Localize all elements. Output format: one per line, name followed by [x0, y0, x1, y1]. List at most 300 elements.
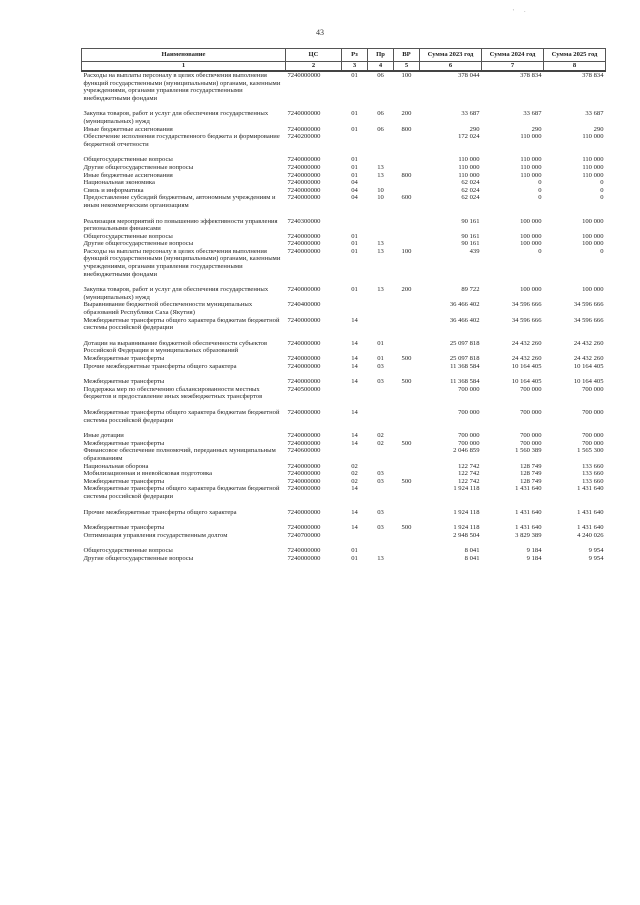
cell-name: Национальная экономика: [83, 179, 155, 187]
cell-pr: 06: [377, 110, 384, 118]
cell-pr: 13: [377, 554, 384, 562]
cell-sum-2024: 0: [538, 186, 542, 194]
cell-cs: 7240600000: [287, 447, 321, 455]
cell-name: Межбюджетные трансферты: [83, 378, 165, 386]
cell-sum-2025: 133 660: [582, 477, 604, 485]
row-spacer: [82, 210, 606, 218]
header-pr: Пр: [368, 49, 394, 62]
cell-sum-2023: 11 368 584: [450, 378, 480, 386]
cell-vr: 600: [401, 194, 412, 202]
table-row: [82, 524, 606, 532]
cell-vr: [394, 409, 420, 424]
cell-rz: 01: [351, 171, 358, 179]
cell-cs: 7240000000: [287, 462, 321, 470]
column-number: 4: [368, 62, 394, 72]
cell-vr: [394, 532, 420, 540]
cell-name: Другие общегосударственные вопросы: [83, 554, 194, 562]
table-row: [82, 133, 606, 148]
table-row: [82, 470, 606, 478]
cell-sum-2023: 62 024: [461, 186, 480, 194]
cell-name: Межбюджетные трансферты: [83, 477, 165, 485]
row-spacer: [82, 370, 606, 378]
cell-vr: [394, 485, 420, 500]
table-row: [82, 478, 606, 486]
cell-sum-2025: 700 000: [582, 432, 604, 440]
cell-name: Предоставление субсидий бюджетным, автономным учреждениям и иным некоммерческим организациям: [83, 194, 276, 209]
cell-name: Реализация мероприятий по повышению эффективности управления региональными финансами: [83, 217, 278, 233]
cell-sum-2023: 700 000: [458, 439, 480, 447]
cell-name: Дотации на выравнивание бюджетной обеспеченности субъектов Российской Федерации и муниципальных образований: [83, 339, 268, 355]
cell-name: Расходы на выплаты персоналу в целях обеспечения выполнения функций государственными (муниципальными) органами, казенными учреждениями, органами управления государственными внебюджетными фондами: [83, 247, 281, 278]
cell-sum-2024: 1 431 640: [515, 508, 542, 516]
cell-rz: 14: [351, 485, 358, 493]
cell-pr: 01: [377, 355, 384, 362]
cell-sum-2025: 700 000: [582, 385, 604, 393]
cell-sum-2023: 8 041: [464, 554, 480, 562]
cell-sum-2024: 110 000: [520, 156, 542, 164]
cell-rz: 01: [351, 72, 358, 79]
cell-sum-2024: 700 000: [520, 432, 542, 440]
cell-name: Межбюджетные трансферты: [83, 439, 165, 447]
cell-pr: [368, 447, 394, 462]
cell-name: Межбюджетные трансферты общего характера бюджетам бюджетной системы российской федерации: [83, 316, 280, 332]
cell-cs: 7240000000: [287, 125, 321, 133]
column-number: 7: [482, 62, 544, 72]
cell-cs: 7240000000: [287, 485, 321, 493]
cell-vr: [394, 363, 420, 371]
spacer-cell: [82, 424, 606, 432]
cell-rz: 14: [351, 408, 358, 416]
corner-mark: ' ·: [512, 8, 530, 16]
cell-sum-2025: 133 660: [582, 470, 604, 478]
cell-name: Иные дотации: [83, 432, 124, 440]
row-spacer: [82, 278, 606, 286]
cell-name: Межбюджетные трансферты общего характера бюджетам бюджетной системы российской федерации: [83, 485, 280, 500]
row-spacer: [82, 516, 606, 524]
column-number: 3: [342, 62, 368, 72]
table-row: [82, 172, 606, 180]
cell-rz: 14: [351, 439, 358, 447]
cell-sum-2025: 10 164 405: [573, 378, 604, 386]
table-row: [82, 164, 606, 172]
cell-pr: 06: [377, 125, 384, 133]
cell-vr: 200: [401, 110, 412, 118]
cell-cs: 7240000000: [287, 194, 321, 202]
cell-sum-2025: 9 954: [588, 554, 604, 562]
cell-sum-2024: 100 000: [520, 217, 542, 225]
cell-vr: 800: [401, 171, 412, 179]
cell-sum-2025: 133 660: [582, 462, 604, 470]
cell-sum-2023: 62 024: [461, 194, 480, 202]
cell-vr: 500: [401, 439, 412, 447]
table-row: [82, 233, 606, 241]
cell-sum-2025: 1 431 640: [577, 524, 604, 532]
table-row: [82, 555, 606, 563]
column-number: 8: [544, 62, 606, 72]
cell-vr: [394, 340, 420, 355]
cell-name: Прочие межбюджетные трансферты общего характера: [83, 508, 237, 516]
cell-name: Национальная оборона: [83, 462, 149, 470]
cell-pr: [368, 156, 394, 164]
table-row: [82, 317, 606, 332]
cell-name: Оптимизация управления государственным долгом: [83, 531, 228, 539]
cell-sum-2023: 1 924 118: [453, 485, 480, 493]
cell-rz: 14: [351, 339, 358, 347]
cell-sum-2025: 110 000: [582, 171, 604, 179]
cell-rz: 02: [351, 462, 358, 470]
cell-rz: 02: [351, 477, 358, 485]
table-row: [82, 240, 606, 248]
column-number: 5: [394, 62, 420, 72]
cell-pr: 13: [377, 247, 384, 255]
cell-sum-2023: 290: [469, 125, 480, 133]
table-row: [82, 432, 606, 440]
cell-sum-2024: 10 164 405: [511, 378, 542, 386]
cell-name: Связь и информатика: [83, 186, 144, 194]
cell-name: Выравнивание бюджетной обеспеченности муниципальных образований Республики Саха (Якутия): [83, 301, 253, 317]
cell-vr: [394, 386, 420, 401]
cell-cs: 7240000000: [287, 286, 321, 294]
spacer-cell: [82, 102, 606, 110]
table-row: [82, 509, 606, 517]
table-row: [82, 110, 606, 125]
cell-sum-2024: 110 000: [520, 171, 542, 179]
cell-sum-2025: 110 000: [582, 156, 604, 164]
cell-pr: 03: [377, 378, 384, 386]
table-row: [82, 378, 606, 386]
cell-vr: [394, 164, 420, 172]
cell-sum-2024: 128 749: [520, 477, 542, 485]
row-spacer: [82, 539, 606, 547]
cell-sum-2025: 24 432 260: [573, 355, 604, 362]
cell-sum-2024: 34 596 666: [511, 301, 542, 309]
cell-rz: [342, 386, 368, 401]
cell-pr: [368, 233, 394, 241]
cell-vr: 200: [401, 286, 412, 294]
cell-name: Финансовое обеспечение полномочий, переданных муниципальным образованиям: [83, 447, 276, 462]
cell-cs: 7240000000: [287, 362, 321, 370]
cell-sum-2025: 0: [600, 247, 604, 255]
cell-rz: [342, 301, 368, 316]
table-row: [82, 386, 606, 401]
cell-rz: 01: [351, 286, 358, 294]
cell-cs: 7240000000: [287, 554, 321, 562]
cell-name: Общегосударственные вопросы: [83, 156, 173, 164]
cell-sum-2025: 24 432 260: [573, 339, 604, 347]
cell-name: Общегосударственные вопросы: [83, 232, 173, 240]
cell-sum-2024: 0: [538, 194, 542, 202]
cell-vr: 800: [401, 125, 412, 133]
cell-sum-2023: 25 097 818: [449, 339, 480, 347]
cell-sum-2024: 10 164 405: [511, 362, 542, 370]
cell-sum-2024: 128 749: [520, 462, 542, 470]
cell-name: Расходы на выплаты персоналу в целях обеспечения выполнения функций государственными (муниципальными) органами, казенными учреждениями, органами управления государственными внебюджетными фондами: [83, 72, 281, 102]
cell-cs: 7240000000: [287, 524, 321, 532]
spacer-cell: [82, 401, 606, 409]
cell-name: Закупка товаров, работ и услуг для обеспечения государственных (муниципальных) нужд: [83, 286, 269, 301]
cell-pr: [368, 463, 394, 471]
cell-sum-2025: 9 954: [588, 547, 604, 555]
cell-sum-2023: 700 000: [458, 432, 480, 440]
cell-cs: 7240500000: [287, 385, 321, 393]
cell-pr: 13: [377, 163, 384, 171]
spacer-cell: [82, 516, 606, 524]
cell-rz: 01: [351, 547, 358, 555]
table-row: [82, 340, 606, 355]
cell-sum-2024: 9 184: [526, 547, 542, 555]
cell-vr: 500: [401, 355, 412, 362]
table-row: [82, 440, 606, 448]
table-row: [82, 463, 606, 471]
header-sum-2023: Сумма 2023 год: [420, 49, 482, 62]
table-row: [82, 194, 606, 209]
row-spacer: [82, 102, 606, 110]
header-row: [82, 49, 606, 62]
cell-rz: 14: [351, 378, 358, 386]
cell-rz: [342, 218, 368, 233]
header-name: Наименование: [82, 49, 286, 62]
cell-sum-2025: 100 000: [582, 217, 604, 225]
cell-vr: [394, 547, 420, 555]
cell-sum-2024: 110 000: [520, 133, 542, 141]
cell-sum-2023: 25 097 818: [449, 355, 480, 362]
cell-pr: [368, 386, 394, 401]
cell-name: Обеспечение исполнения государственного бюджета и формирование бюджетной отчетности: [83, 133, 280, 148]
cell-sum-2024: 33 687: [523, 110, 542, 118]
cell-cs: 7240400000: [287, 301, 321, 309]
cell-sum-2024: 1 560 389: [515, 447, 542, 455]
cell-sum-2023: 36 466 402: [449, 316, 480, 324]
cell-name: Межбюджетные трансферты общего характера бюджетам бюджетной системы российской федерации: [83, 408, 280, 424]
cell-pr: [368, 547, 394, 555]
cell-vr: [394, 555, 420, 563]
cell-cs: 7240000000: [287, 247, 321, 255]
cell-rz: 01: [351, 156, 358, 164]
cell-sum-2025: 100 000: [582, 232, 604, 240]
spacer-cell: [82, 370, 606, 378]
cell-name: Иные бюджетные ассигнования: [83, 125, 173, 133]
cell-vr: 100: [401, 247, 412, 255]
cell-vr: [394, 156, 420, 164]
cell-sum-2024: 100 000: [520, 240, 542, 248]
cell-sum-2023: 122 742: [458, 462, 480, 470]
header-cs: ЦС: [286, 49, 342, 62]
table-row: [82, 355, 606, 363]
cell-sum-2023: 11 368 584: [450, 362, 480, 370]
cell-vr: [394, 509, 420, 517]
cell-pr: 13: [377, 171, 384, 179]
cell-sum-2025: 1 431 640: [577, 485, 604, 493]
cell-rz: 14: [351, 316, 358, 324]
cell-sum-2025: 100 000: [582, 240, 604, 248]
cell-cs: 7240000000: [287, 186, 321, 194]
cell-sum-2025: 34 596 666: [573, 301, 604, 309]
header-sum-2025: Сумма 2025 год: [544, 49, 606, 62]
cell-vr: [394, 240, 420, 248]
cell-pr: 06: [377, 72, 384, 79]
cell-sum-2025: 290: [593, 125, 604, 133]
cell-sum-2023: 90 161: [461, 217, 480, 225]
cell-pr: [368, 218, 394, 233]
cell-sum-2025: 1 431 640: [577, 508, 604, 516]
cell-name: Другие общегосударственные вопросы: [83, 240, 194, 248]
cell-sum-2024: 700 000: [520, 408, 542, 416]
cell-pr: 03: [377, 470, 384, 478]
table-row: [82, 71, 606, 102]
page-number: 43: [316, 28, 324, 37]
cell-sum-2023: 110 000: [458, 171, 480, 179]
cell-sum-2024: 110 000: [520, 163, 542, 171]
cell-cs: 7240000000: [287, 316, 321, 324]
cell-vr: [394, 447, 420, 462]
cell-rz: 14: [351, 524, 358, 532]
spacer-cell: [82, 210, 606, 218]
cell-pr: 03: [377, 524, 384, 532]
cell-sum-2025: 0: [600, 186, 604, 194]
cell-sum-2024: 100 000: [520, 232, 542, 240]
cell-sum-2025: 110 000: [582, 163, 604, 171]
cell-rz: 04: [351, 186, 358, 194]
cell-sum-2024: 100 000: [520, 286, 542, 294]
cell-cs: 7240000000: [287, 477, 321, 485]
row-spacer: [82, 332, 606, 340]
column-number: 2: [286, 62, 342, 72]
cell-rz: [342, 447, 368, 462]
cell-rz: 01: [351, 125, 358, 133]
cell-sum-2025: 33 687: [585, 110, 604, 118]
cell-vr: [394, 179, 420, 187]
cell-rz: 04: [351, 194, 358, 202]
header-sum-2024: Сумма 2024 год: [482, 49, 544, 62]
cell-rz: 14: [351, 362, 358, 370]
cell-name: Мобилизационная и вневойсковая подготовка: [83, 470, 213, 478]
cell-rz: 02: [351, 470, 358, 478]
cell-vr: [394, 432, 420, 440]
cell-pr: [368, 317, 394, 332]
cell-vr: [394, 470, 420, 478]
table-row: [82, 485, 606, 500]
table-row: [82, 248, 606, 278]
cell-vr: [394, 463, 420, 471]
cell-cs: 7240000000: [287, 232, 321, 240]
cell-sum-2024: 700 000: [520, 385, 542, 393]
cell-sum-2023: 2 948 504: [453, 531, 480, 539]
cell-vr: [394, 218, 420, 233]
table-row: [82, 532, 606, 540]
cell-pr: [368, 409, 394, 424]
cell-rz: 01: [351, 232, 358, 240]
cell-sum-2024: 1 431 640: [515, 485, 542, 493]
cell-sum-2023: 89 722: [461, 286, 480, 294]
cell-pr: 10: [377, 186, 384, 194]
cell-pr: 01: [377, 339, 384, 347]
cell-cs: 7240000000: [287, 240, 321, 248]
cell-sum-2025: 0: [600, 179, 604, 187]
cell-sum-2025: 700 000: [582, 408, 604, 416]
cell-vr: 500: [401, 524, 412, 532]
table-row: [82, 547, 606, 555]
cell-pr: 02: [377, 432, 384, 440]
cell-cs: 7240000000: [287, 408, 321, 416]
cell-sum-2025: 4 240 026: [577, 531, 604, 539]
cell-pr: [368, 485, 394, 500]
cell-cs: 7240000000: [287, 378, 321, 386]
cell-sum-2024: 24 432 260: [511, 339, 542, 347]
cell-name: Иные бюджетные ассигнования: [83, 171, 173, 179]
cell-cs: 7240700000: [287, 531, 321, 539]
table-row: [82, 187, 606, 195]
cell-sum-2024: 700 000: [520, 439, 542, 447]
cell-pr: 13: [377, 286, 384, 294]
cell-cs: 7240000000: [287, 163, 321, 171]
cell-cs: 7240000000: [287, 110, 321, 118]
cell-sum-2024: 378 834: [520, 72, 542, 79]
table-row: [82, 363, 606, 371]
cell-sum-2023: 439: [469, 247, 480, 255]
cell-cs: 7240000000: [287, 470, 321, 478]
cell-vr: 100: [401, 72, 412, 79]
cell-sum-2024: 3 829 389: [515, 531, 542, 539]
cell-name: Межбюджетные трансферты: [83, 355, 165, 362]
cell-sum-2023: 90 161: [461, 232, 480, 240]
cell-vr: [394, 187, 420, 195]
cell-pr: [368, 179, 394, 187]
cell-rz: 14: [351, 508, 358, 516]
cell-sum-2025: 34 596 666: [573, 316, 604, 324]
table-row: [82, 447, 606, 462]
cell-name: Межбюджетные трансферты: [83, 524, 165, 532]
cell-sum-2025: 1 565 300: [577, 447, 604, 455]
cell-rz: 01: [351, 163, 358, 171]
cell-sum-2023: 700 000: [458, 408, 480, 416]
cell-sum-2023: 110 000: [458, 156, 480, 164]
cell-vr: [394, 233, 420, 241]
cell-sum-2025: 110 000: [582, 133, 604, 141]
cell-sum-2024: 290: [531, 125, 542, 133]
column-number: 1: [82, 62, 286, 72]
cell-name: Закупка товаров, работ и услуг для обеспечения государственных (муниципальных) нужд: [83, 110, 269, 125]
spacer-cell: [82, 539, 606, 547]
cell-sum-2023: 378 044: [458, 72, 480, 79]
cell-name: Поддержка мер по обеспечению сбалансированности местных бюджетов и предоставление иных межбюджетных трансфертов: [83, 385, 263, 401]
cell-sum-2023: 8 041: [464, 547, 480, 555]
spacer-cell: [82, 148, 606, 156]
cell-sum-2023: 1 924 118: [453, 524, 480, 532]
cell-cs: 7240000000: [287, 171, 321, 179]
cell-rz: 04: [351, 179, 358, 187]
cell-sum-2025: 378 834: [582, 72, 604, 79]
cell-sum-2023: 110 000: [458, 163, 480, 171]
cell-sum-2025: 100 000: [582, 286, 604, 294]
cell-sum-2023: 36 466 402: [449, 301, 480, 309]
cell-sum-2023: 700 000: [458, 385, 480, 393]
cell-pr: [368, 133, 394, 148]
row-spacer: [82, 148, 606, 156]
cell-cs: 7240000000: [287, 439, 321, 447]
cell-cs: 7240000000: [287, 179, 321, 187]
cell-sum-2024: 0: [538, 179, 542, 187]
cell-sum-2024: 1 431 640: [515, 524, 542, 532]
cell-cs: 7240000000: [287, 432, 321, 440]
cell-pr: 10: [377, 194, 384, 202]
cell-cs: 7240000000: [287, 508, 321, 516]
cell-cs: 7240200000: [287, 133, 321, 141]
cell-vr: 500: [401, 477, 412, 485]
cell-cs: 7240000000: [287, 355, 321, 362]
cell-cs: 7240000000: [287, 547, 321, 555]
cell-sum-2023: 122 742: [458, 470, 480, 478]
cell-sum-2025: 700 000: [582, 439, 604, 447]
